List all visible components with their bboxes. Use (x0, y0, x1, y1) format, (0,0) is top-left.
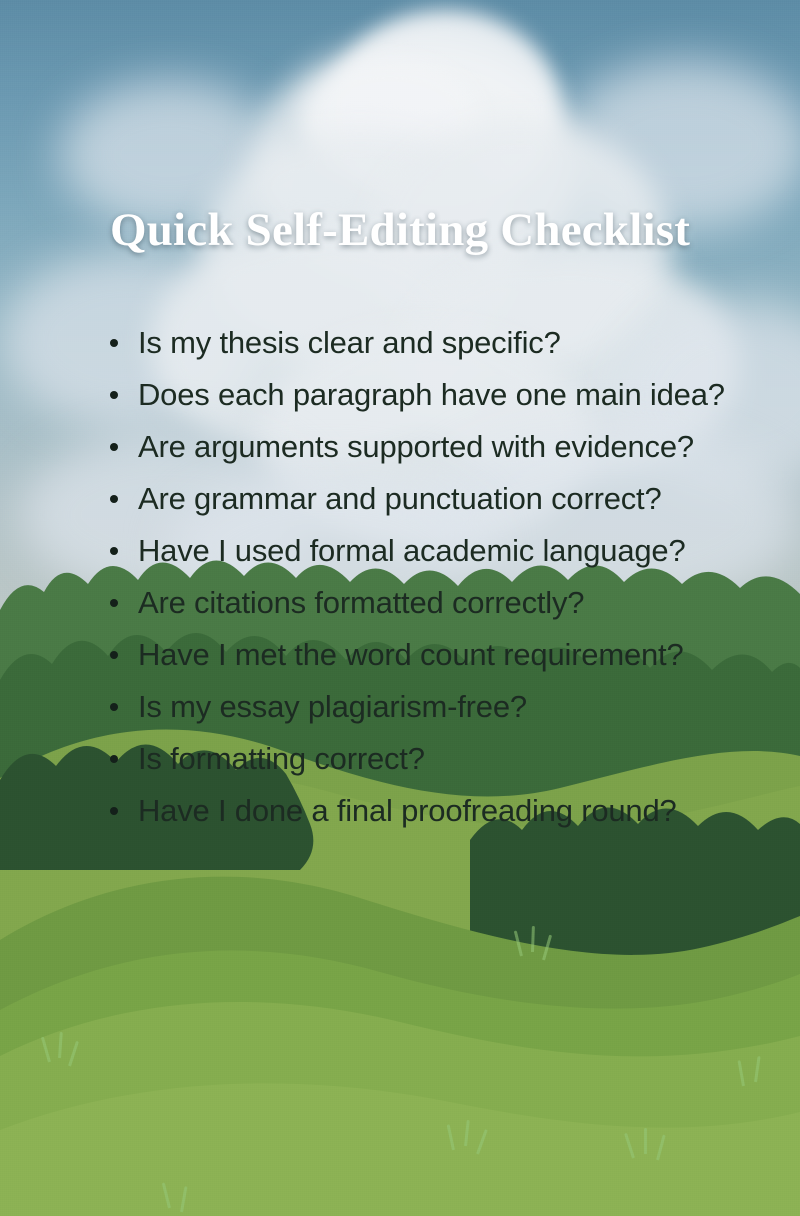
list-item: Does each paragraph have one main idea? (96, 372, 736, 417)
page-title: Quick Self-Editing Checklist (109, 204, 691, 256)
list-item: Is my thesis clear and specific? (96, 320, 736, 365)
list-item: Have I met the word count requirement? (96, 632, 736, 677)
list-item: Are citations formatted correctly? (96, 580, 736, 625)
list-item: Is formatting correct? (96, 736, 736, 781)
checklist (96, 320, 736, 840)
list-item: Have I used formal academic language? (96, 528, 736, 573)
list-item: Is my essay plagiarism-free? (96, 684, 736, 729)
list-item: Have I done a final proofreading round? (96, 788, 736, 833)
list-item: Are arguments supported with evidence? (96, 424, 736, 469)
list-item: Are grammar and punctuation correct? (96, 476, 736, 521)
